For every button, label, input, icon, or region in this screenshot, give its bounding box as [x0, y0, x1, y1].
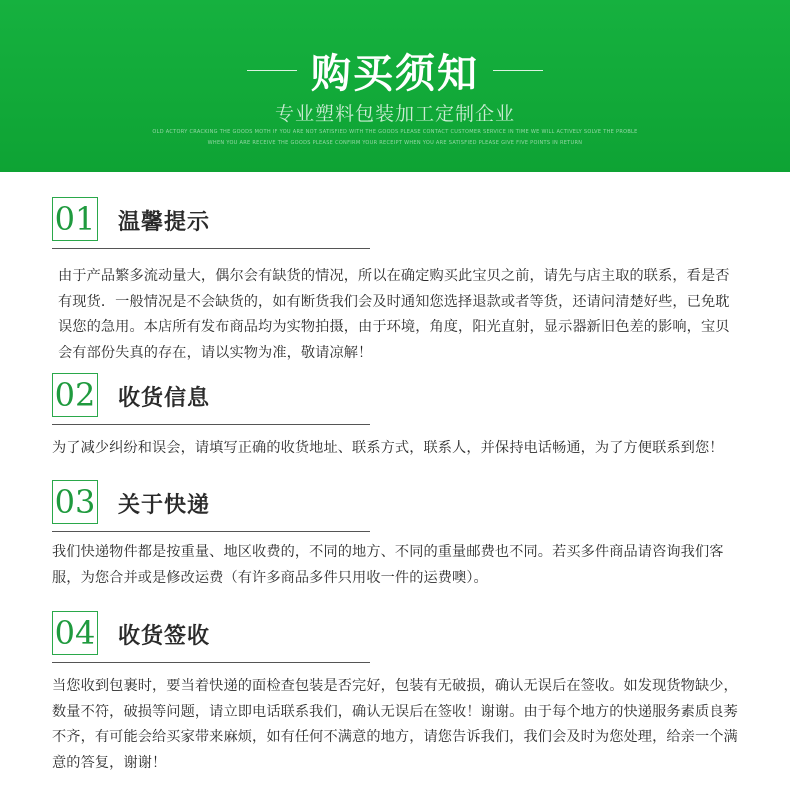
section-title: 关于快递 — [118, 493, 211, 518]
page-title: 购买须知 — [311, 50, 479, 97]
section-header — [52, 197, 372, 249]
section-body: 由于产品繁多流动量大，偶尔会有缺货的情况，所以在确定购买此宝贝之前，请先与店主取的联系，看是否有现货．一般情况是不会缺货的，如有断货我们会及时通知您选择退款或者等货，还请问清楚好些，已免耽误您的急用。本店所有发布商品均为实物拍摄，由于环境，角度，阳光直射，显示器新旧色差的影响，宝贝会有部份失真的存在，请以实物为准，敬请凉解！ — [58, 268, 730, 361]
title-right-rule — [493, 70, 543, 71]
section-number-badge: 01 — [52, 197, 98, 241]
section-title: 温馨提示 — [118, 210, 211, 235]
section-divider — [52, 662, 370, 663]
banner-subtitle: 专业塑料包装加工定制企业 — [274, 103, 515, 125]
section-divider — [52, 248, 370, 249]
section-number-badge: 04 — [52, 611, 98, 655]
section-title: 收货签收 — [118, 624, 211, 649]
section-title: 收货信息 — [118, 386, 211, 411]
section-number-badge: 02 — [52, 373, 98, 417]
section-divider — [52, 424, 370, 425]
banner-fine-print-2: WHEN YOU ARE RECEIVE THE GOODS PLEASE CONFIRM YOUR RECEIPT WHEN YOU ARE SATISFIED PLEASE GIVE FIVE POINTS IN RETURN — [207, 140, 583, 146]
section-header — [52, 611, 372, 663]
section-divider — [52, 531, 370, 532]
section-header — [52, 373, 372, 425]
banner-fine-print-1: OLD ACTORY CRACKING THE GOODS MOTH IF YOU ARE NOT SATISFIED WITH THE GOODS PLEASE CONTACT CUSTOMER SERVICE IN TIME WE WILL ACTIVELY SOLVE THE PROBLE — [152, 129, 638, 135]
section-body: 当您收到包裹时，要当着快递的面检查包装是否完好，包装有无破损，确认无误后在签收。如发现货物缺少，数量不符，破损等问题，请立即电话联系我们，确认无误后在签收！谢谢。由于每个地方的快递服务素质良莠不齐，有可能会给买家带来麻烦，如有任何不满意的地方，请您告诉我们，我们会及时为您处理，给亲一个满意的答复，谢谢！ — [52, 678, 738, 771]
title-left-rule — [247, 70, 297, 71]
banner-title-row — [0, 42, 790, 98]
section-body: 我们快递物件都是按重量、地区收费的，不同的地方、不同的重量邮费也不同。若买多件商品请咨询我们客服，为您合并或是修改运费（有许多商品多件只用收一件的运费噢）。 — [52, 544, 724, 586]
section-number-badge: 03 — [52, 480, 98, 524]
section-body: 为了减少纠纷和误会，请填写正确的收货地址、联系方式，联系人，并保持电话畅通，为了方便联系到您！ — [52, 440, 724, 456]
section-header — [52, 480, 372, 532]
header-banner — [0, 0, 790, 172]
